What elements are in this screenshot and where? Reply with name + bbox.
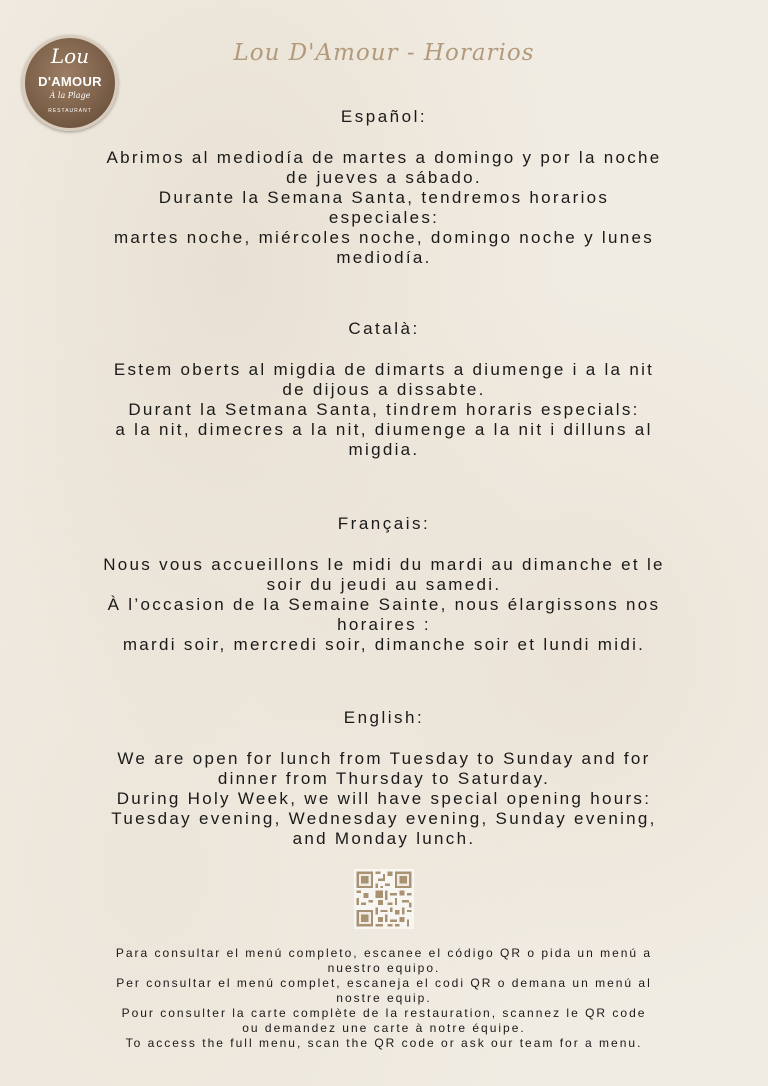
- section-line: À l’occasion de la Semaine Sainte, nous élargissons nos: [107, 595, 661, 614]
- section-line: Durante la Semana Santa, tendremos horarios: [158, 188, 610, 207]
- logo-line-2: D'AMOUR: [38, 74, 102, 89]
- section-line: especiales:: [328, 208, 440, 227]
- logo-line-1: Lou: [50, 44, 90, 68]
- section-line: mediodía.: [336, 248, 432, 267]
- page-title: Lou D'Amour - Horarios: [233, 40, 535, 66]
- section-line: During Holy Week, we will have special opening hours:: [116, 789, 652, 808]
- section-heading: Français:: [337, 514, 431, 533]
- section-body: [20, 360, 748, 460]
- section-heading: English:: [343, 708, 425, 727]
- section-line: Estem oberts al migdia de dimarts a diumenge i a la nit: [113, 360, 655, 379]
- section-english: [20, 707, 748, 849]
- section-line: Nous vous accueillons le midi du mardi au dimanche et le: [103, 555, 665, 574]
- section-line: horaires :: [337, 615, 431, 634]
- footer-line: Para consultar el menú completo, escanee el código QR o pida un menú a: [115, 946, 653, 960]
- section-line: a la nit, dimecres a la nit, diumenge a la nit i dilluns al: [115, 420, 653, 439]
- footer-note: [10, 946, 758, 1051]
- section-line: de dijous a dissabte.: [282, 380, 486, 399]
- section-line: Durant la Setmana Santa, tindrem horaris especials:: [128, 400, 640, 419]
- section-line: martes noche, miércoles noche, domingo noche y lunes: [113, 228, 655, 247]
- section-francais: [20, 513, 748, 655]
- section-catala: [20, 318, 748, 460]
- logo-line-4: RESTAURANT: [48, 108, 92, 114]
- section-line: Abrimos al mediodía de martes a domingo y por la noche: [106, 148, 662, 167]
- section-line: and Monday lunch.: [292, 829, 476, 848]
- section-line: dinner from Thursday to Saturday.: [217, 769, 551, 788]
- section-line: We are open for lunch from Tuesday to Sunday and for: [117, 749, 651, 768]
- footer-line: To access the full menu, scan the QR code or ask our team for a menu.: [125, 1036, 643, 1050]
- footer-line: Pour consulter la carte complète de la restauration, scannez le QR code: [121, 1006, 647, 1020]
- section-heading: Español:: [340, 107, 428, 126]
- section-body: [20, 555, 748, 655]
- section-line: de jueves a sábado.: [286, 168, 482, 187]
- footer-line: Per consultar el menú complet, escaneja el codi QR o demana un menú al: [116, 976, 652, 990]
- qr-code-icon: [354, 869, 414, 929]
- logo-line-3: À la Plage: [49, 91, 91, 100]
- section-body: [20, 749, 748, 849]
- footer-line: nuestro equipo.: [327, 961, 441, 975]
- footer-line: ou demandez une carte à notre équipe.: [242, 1021, 526, 1035]
- section-line: Tuesday evening, Wednesday evening, Sunday evening,: [111, 809, 657, 828]
- section-heading: Català:: [348, 319, 420, 338]
- section-line: soir du jeudi au samedi.: [266, 575, 502, 594]
- footer-line: nostre equip.: [336, 991, 432, 1005]
- section-line: migdia.: [348, 440, 420, 459]
- section-body: [20, 148, 748, 268]
- section-line: mardi soir, mercredi soir, dimanche soir et lundi midi.: [122, 635, 646, 654]
- section-espanol: [20, 106, 748, 268]
